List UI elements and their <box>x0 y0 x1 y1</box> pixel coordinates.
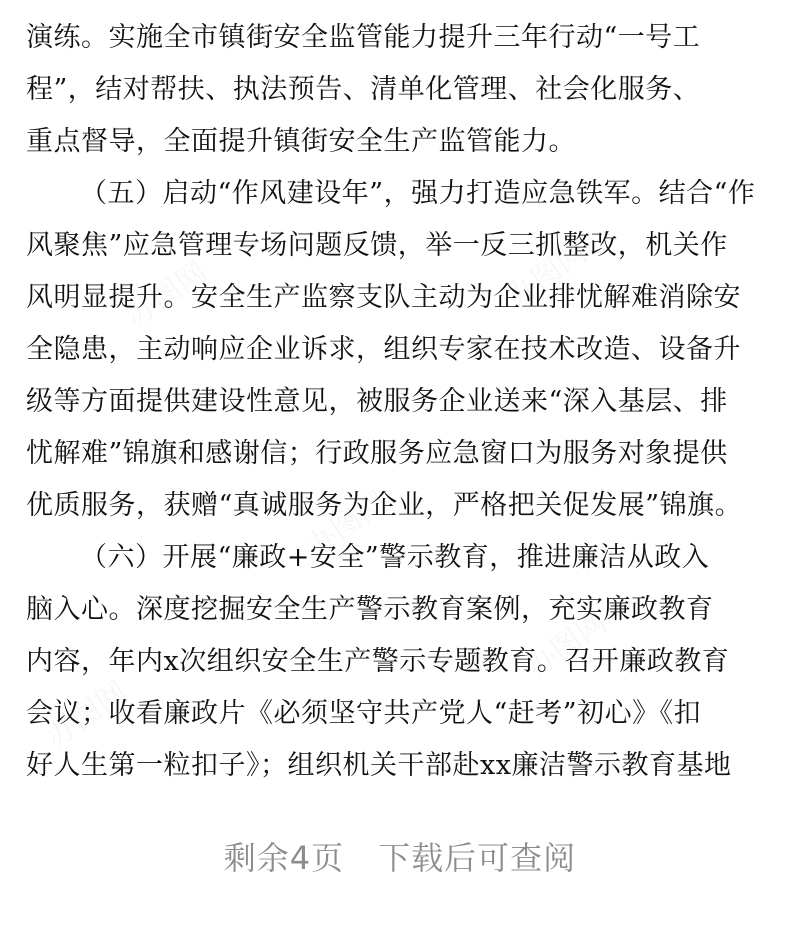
download-prompt[interactable] <box>0 833 800 879</box>
text-line: 重点督导，全面提升镇街安全生产监管能力。 <box>26 126 576 157</box>
remaining-pages-label: 剩余4页 <box>223 839 345 877</box>
text-line: 风明显提升。安全生产监察支队主动为企业排忧解难消除安 <box>26 282 741 313</box>
text-line: 会议；收看廉政片《必须坚守共产党人“赶考”初心》《扣 <box>26 698 702 729</box>
text-line: 忧解难”锦旗和感谢信；行政服务应急窗口为服务对象提供 <box>26 438 728 469</box>
text-line: 好人生第一粒扣子》；组织机关干部赴xx廉洁警示教育基地 <box>26 750 732 781</box>
text-line: 脑入心。深度挖掘安全生产警示教育案例，充实廉政教育 <box>26 594 714 625</box>
download-to-view-label: 下载后可查阅 <box>378 839 577 877</box>
text-line: 演练。实施全市镇街安全监管能力提升三年行动“一号工 <box>26 22 701 53</box>
text-line: 级等方面提供建设性意见，被服务企业送来“深入基层、排 <box>26 386 728 417</box>
paragraph-heading: （六）开展“廉政+安全”警示教育，推进廉洁从政入 <box>80 542 710 573</box>
text-line: 程”，结对帮扶、执法预告、清单化管理、社会化服务、 <box>26 74 701 105</box>
text-line: 内容，年内x次组织安全生产警示专题教育。召开廉政教育 <box>26 646 730 677</box>
text-line: 优质服务，获赠“真诚服务为企业，严格把关促发展”锦旗。 <box>26 490 743 521</box>
paragraph-heading: （五）启动“作风建设年”，强力打造应急铁军。结合“作 <box>80 178 756 209</box>
text-line: 风聚焦”应急管理专场问题反馈，举一反三抓整改，机关作 <box>26 230 728 261</box>
text-line: 全隐患，主动响应企业诉求，组织专家在技术改造、设备升 <box>26 334 741 365</box>
